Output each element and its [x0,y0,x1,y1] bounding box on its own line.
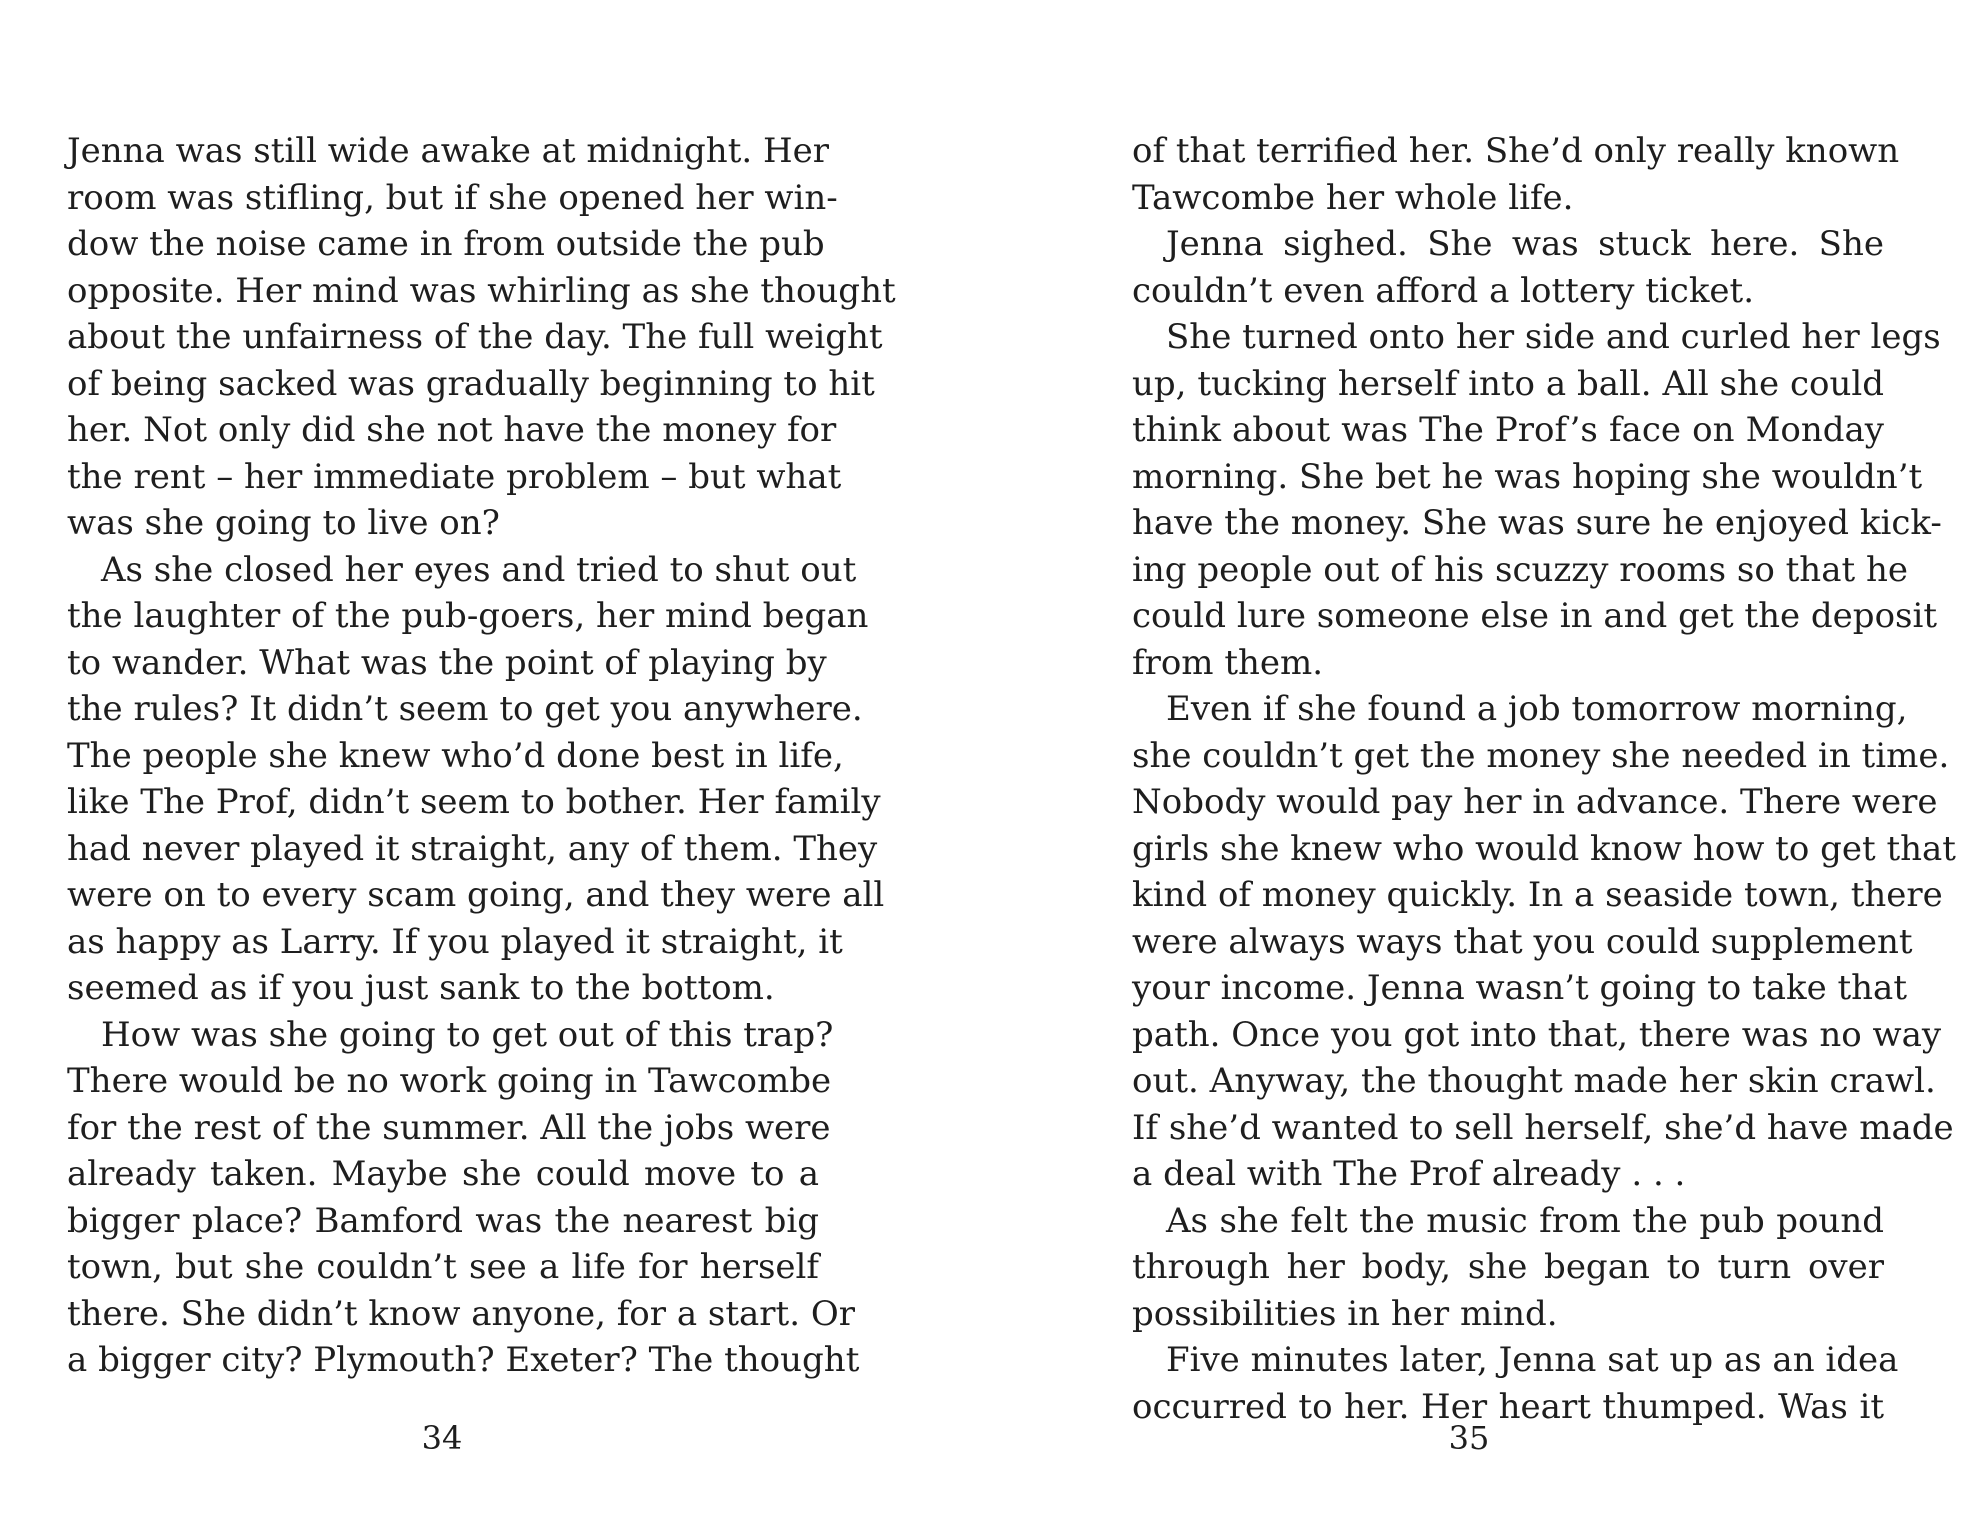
text-line: have the money. She was sure he enjoyed kick- [1132,503,1942,543]
text-line: Five minutes later, Jenna sat up as an idea [1166,1340,1899,1380]
text-line: possibilities in her mind. [1132,1293,1558,1334]
text-line: were always ways that you could supplement [1132,921,1913,962]
text-line: opposite. Her mind was whirling as she thought [67,270,896,311]
text-line: were on to every scam going, and they were all [67,875,885,915]
body-text-right [1132,128,1956,1430]
text-line: Even if she found a job tomorrow morning, [1166,689,1908,729]
text-line: the rules? It didn’t seem to get you anywhere. [67,689,863,729]
page-right [989,0,1978,1524]
text-line: As she felt the music from the pub pound [1166,1200,1884,1241]
text-line: kind of money quickly. In a seaside town, there [1132,875,1943,915]
text-line: of being sacked was gradually beginning to hit [67,363,875,404]
text-line: girls she knew who would know how to get that [1132,828,1956,869]
text-line: out. Anyway, the thought made her skin crawl. [1132,1061,1936,1101]
text-line: As she closed her eyes and tried to shut out [101,549,857,590]
text-line: seemed as if you just sank to the bottom. [67,968,775,1008]
text-line: occurred to her. Her heart thumped. Was it [1132,1386,1884,1427]
text-line: already taken. Maybe she could move to a [67,1154,819,1194]
text-line: bigger place? Bamford was the nearest big [67,1200,819,1241]
text-line: a bigger city? Plymouth? Exeter? The thought [67,1340,860,1380]
text-line: How was she going to get out of this trap? [101,1014,834,1055]
page-number: 35 [1448,1419,1490,1457]
text-line: from them. [1132,642,1324,683]
text-line: room was stifling, but if she opened her win- [67,177,838,218]
text-line: There would be no work going in Tawcombe [67,1061,832,1101]
text-line: morning. She bet he was hoping she wouldn’t [1132,456,1923,497]
text-line: for the rest of the summer. All the jobs were [67,1107,831,1148]
text-line: the laughter of the pub-goers, her mind began [67,596,869,636]
text-line: through her body, she began to turn over [1132,1247,1884,1287]
text-line: If she’d wanted to sell herself, she’d have made [1132,1107,1954,1148]
text-line: your income. Jenna wasn’t going to take that [1132,968,1907,1008]
text-line: Jenna was still wide awake at midnight. Her [67,131,829,171]
text-line: Nobody would pay her in advance. There were [1132,782,1938,822]
text-line: dow the noise came in from outside the pub [67,224,825,264]
text-line: town, but she couldn’t see a life for herself [67,1247,819,1287]
text-line: as happy as Larry. If you played it straight, it [67,921,843,962]
text-line: like The Prof, didn’t seem to bother. Her family [67,782,881,822]
text-line: was she going to live on? [67,503,500,543]
text-line: Tawcombe her whole life. [1132,177,1574,218]
body-text-left [67,128,896,1384]
page-number: 34 [421,1419,463,1457]
text-line: She turned onto her side and curled her legs [1166,317,1941,357]
text-line: a deal with The Prof already . . . [1132,1154,1686,1194]
text-line: could lure someone else in and get the deposit [1132,596,1938,636]
text-line: to wander. What was the point of playing by [67,642,827,683]
text-line: had never played it straight, any of them. They [67,828,878,869]
text-line: about the unfairness of the day. The full weight [67,317,883,357]
text-line: Jenna sighed. She was stuck here. She [1166,224,1884,264]
text-line: couldn’t even afford a lottery ticket. [1132,270,1755,311]
text-line: her. Not only did she not have the money for [67,410,837,450]
text-line: there. She didn’t know anyone, for a start. Or [67,1293,855,1334]
text-line: think about was The Prof’s face on Monday [1132,410,1884,450]
text-line: up, tucking herself into a ball. All she could [1132,363,1884,404]
text-line: she couldn’t get the money she needed in time. [1132,735,1950,776]
text-line: the rent – her immediate problem – but what [67,456,842,497]
text-line: ing people out of his scuzzy rooms so that he [1132,549,1908,590]
text-line: path. Once you got into that, there was no way [1132,1014,1942,1055]
text-line: The people she knew who’d done best in life, [67,735,844,776]
text-line: of that terrified her. She’d only really known [1132,131,1900,171]
